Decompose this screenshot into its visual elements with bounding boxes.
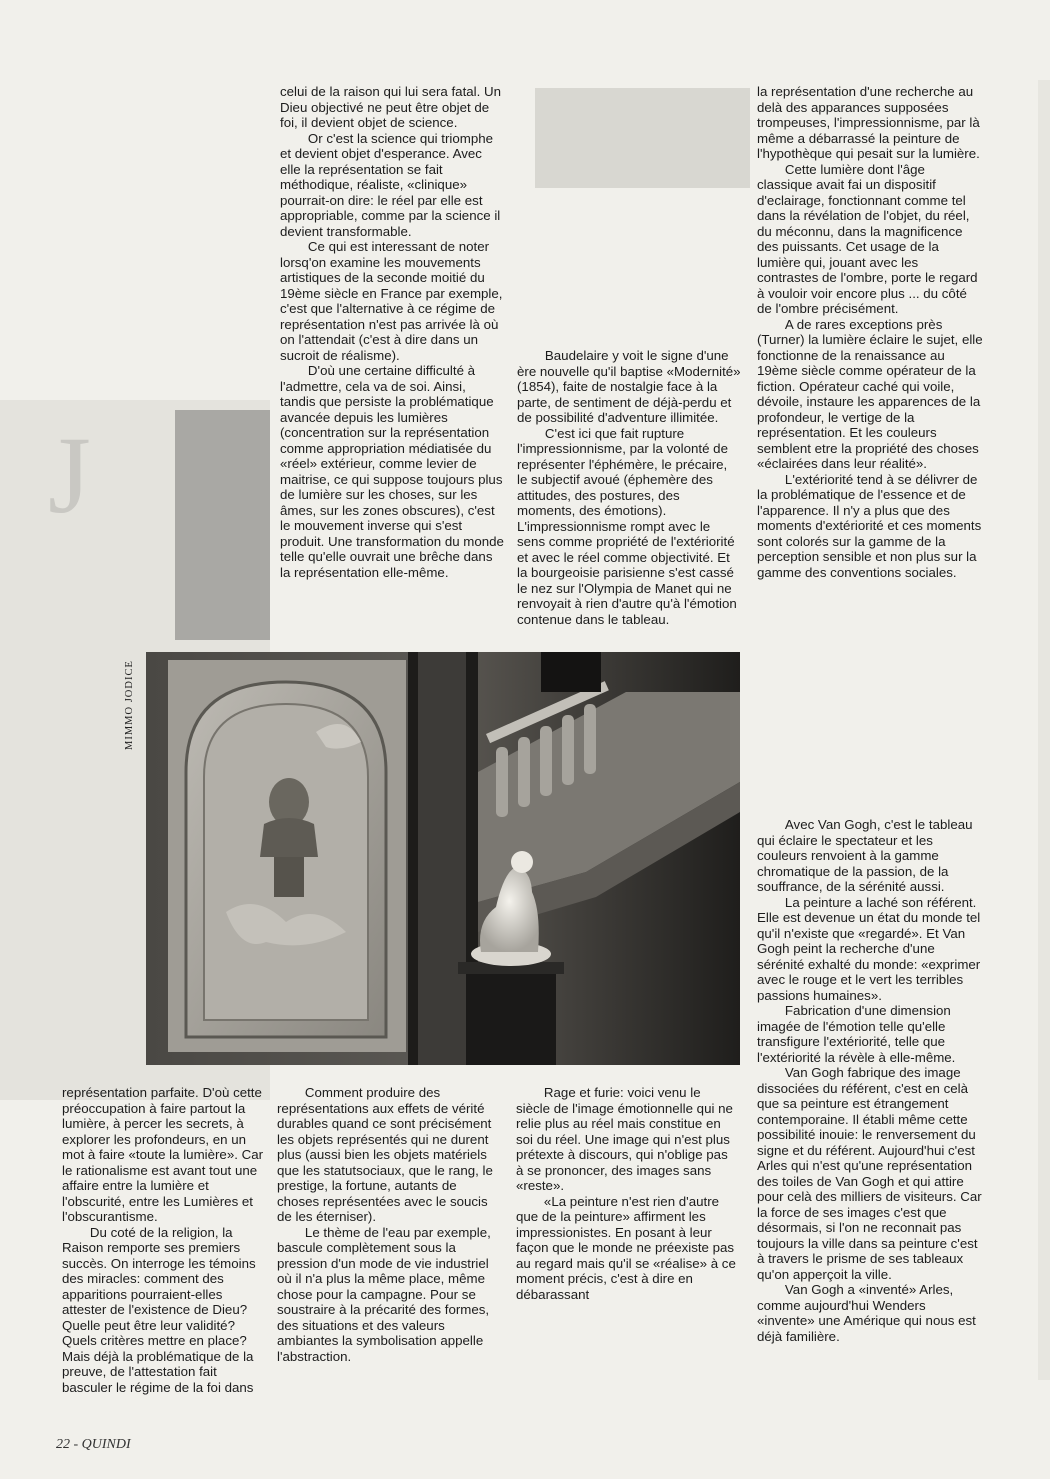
paragraph: Van Gogh fabrique des image dissociées du référent, c'est en celà que sa peinture est étrangement contemporaine. Il établi même cette possibilité inouie: le renversement du signe et du référent. Aujourd'hui c'est Arles qui n'est qu'une représentation des toiles de Van Gogh et qui attire pour celà des milliers de visiteurs. Car la force de ses images c'est que désormais, si l'on ne reconnait pas toujours la ville dans sa peinture c'est à travers le prisme de ses tableaux qu'on apperçoit la ville.: [757, 1065, 982, 1282]
paragraph: Or c'est la science qui triomphe et devient objet d'esperance. Avec elle la représentation se fait méthodique, réaliste, «clinique» pourrait-on dire: le réel par elle est appropriable, comme par la science il devient transformable.: [280, 130, 501, 239]
paragraph: Comment produire des représentations aux effets de vérité durables quand ce sont précisément les objets représentés qui ne durent plus (aussi bien les objets matériels que les statutsociaux, que le rang, le prestige, la fortune, autants de choses représentées avec le soucis de les éterniser).: [277, 1085, 493, 1224]
article-column-2-bottom: [516, 1085, 738, 1302]
paragraph: A de rares exceptions près (Turner) la lumière éclaire le sujet, elle fonctionne de la renaissance au 19ème siècle comme opérateur de la fiction. Opérateur caché qui voile, dévoile, instaure les apparences de la profondeur, le vertige de la représentation. Et les couleurs semblent etre la propriété des choses «éclairées dans leur réalité».: [757, 316, 983, 471]
paragraph: Rage et furie: voici venu le siècle de l'image émotionnelle qui ne relie plus au réel mais constitue en soi du réel. Une image qui n'est plus prétexte à discours, qui n'oblige pas à se prononcer, des images sans «reste».: [516, 1085, 733, 1193]
paragraph: D'où une certaine difficulté à l'admettre, cela va de soi. Ainsi, tandis que persiste la problématique avancée depuis les lumières (concentration sur la représentation comme appropriation médiatisée du «réel» extérieur, comme levier de maitrise, ce qui suppose toujours plus de lumière sur les choses, sur les âmes, sur les zones obscures), c'est le mouvement inverse qui s'est produit. Une transformation du monde telle qu'elle ouvrait une brêche dans la représentation elle-même.: [280, 363, 504, 580]
page-edge: [1038, 80, 1050, 1380]
article-column-2-top: [517, 348, 741, 627]
paragraph: Van Gogh a «inventé» Arles, comme aujourd'hui Wenders «invente» une Amérique qui nous est déjà familière.: [757, 1282, 976, 1344]
photograph: [146, 652, 740, 1065]
paragraph: Cette lumière dont l'âge classique avait fai un dispositif d'eclairage, fonctionnant comme tel dans la révélation de l'objet, du réel, du méconnu, dans la magnificence des puissants. Cet usage de la lumière qui, jouant avec les contrastes de l'ombre, porte le regard à vouloir voir encore plus ... du côté de l'ombre précisément.: [757, 161, 978, 316]
paragraph: Du coté de la religion, la Raison remporte ses premiers succès. On interroge les témoins des miracles: comment des apparitions pourraient-elles attester de l'existence de Dieu? Quelle peut être leur validité? Quels critères mettre en place? Mais déjà la problématique de la preuve, de l'attestation fait basculer le régime de la foi dans: [62, 1224, 256, 1395]
article-column-3-bottom: [757, 817, 983, 1344]
photo-credit: MIMMO JODICE: [124, 660, 135, 750]
paragraph: représentation parfaite. D'où cette préoccupation à faire partout la lumière, à percer les secrets, à explorer les profondeurs, en un mot à faire «toute la lumière». Car le rationalisme est avant tout une affaire entre la lumière et l'obscurité, entre les Lumières et l'obscurantisme.: [62, 1085, 264, 1224]
background-initial: J: [48, 414, 91, 536]
article-column-1-bottom: [277, 1085, 501, 1364]
paragraph: Avec Van Gogh, c'est le tableau qui éclaire le spectateur et les couleurs renvoient à la gamme chromatique de la passion, de la souffrance, de la sérénité aussi.: [757, 817, 973, 894]
article-column-1-top: [280, 84, 504, 580]
article-column-0-bottom: [62, 1085, 264, 1395]
paragraph: La peinture a laché son référent. Elle est devenue un état du monde tel qu'il n'existe que «regardé». Et Van Gogh peint la recherche d'une sérénité exhalté du monde: «exprimer avec le rouge et le vert les terribles passions humaines».: [757, 894, 981, 1003]
paragraph: Ce qui est interessant de noter lorsq'on examine les mouvements artistiques de la seconde moitié du 19ème siècle en France par exemple, c'est que l'alternative à ce régime de représentation n'est pas arrivée là où on l'attendait (c'est à dire dans un sucroit de réalisme).: [280, 239, 503, 363]
photograph-illustration: [146, 652, 740, 1065]
paragraph: Fabrication d'une dimension imagée de l'émotion telle qu'elle transfigure l'extériorité, telle que l'extériorité la révèle à elle-même.: [757, 1003, 956, 1065]
paragraph: C'est ici que fait rupture l'impressionnisme, par la volonté de représenter l'éphémère, le précaire, le subjectif avoué (éphemère des attitudes, des postures, des moments, des émotions). L'impressionnisme rompt avec le sens comme propriété de l'extériorité et avec le réel comme objectivité. Et la bourgeoisie parisienne s'est cassé le nez sur l'Olympia de Manet qui ne renvoyait à rien d'autre qu'à l'émotion contenue dans le tableau.: [517, 425, 737, 627]
background-title-block: [535, 88, 750, 188]
article-column-3-top: [757, 84, 983, 580]
background-dark-block: [175, 410, 270, 640]
paragraph: celui de la raison qui lui sera fatal. Un Dieu objectivé ne peut être objet de foi, il devient objet de science.: [280, 84, 501, 130]
paragraph: «La peinture n'est rien d'autre que de la peinture» affirment les impressionistes. En posant à leur façon que le monde ne préexiste pas au regard mais qu'il se «réalise» à ce moment précis, c'est à dire en débarassant: [516, 1193, 736, 1302]
paragraph: Baudelaire y voit le signe d'une ère nouvelle qu'il baptise «Modernité» (1854), faite de nostalgie face à la parte, de sentiment de déjà-perdu et de possibilité d'adventure illimitée.: [517, 348, 741, 425]
paragraph: L'extériorité tend à se délivrer de la problématique de l'essence et de l'apparence. Il n'y a plus que des moments d'extériorité et ces moments sont colorés sur la gamme de la perception sensible et non plus sur la gamme des conventions sociales.: [757, 471, 982, 580]
page-footer: 22 - QUINDI: [56, 1437, 131, 1452]
paragraph: Le thème de l'eau par exemple, bascule complètement sous la pression d'un mode de vie industriel où il n'a plus la même place, même chose pour la campagne. Pour se soustraire à la précarité des formes, des situations et des valeurs ambiantes la symbolisation appelle l'abstraction.: [277, 1224, 491, 1364]
paragraph: la représentation d'une recherche au delà des apparances supposées trompeuses, l'impressionnisme, par là même a débarrassé la peinture de l'hypothèque qui pesait sur la lumière.: [757, 84, 980, 161]
